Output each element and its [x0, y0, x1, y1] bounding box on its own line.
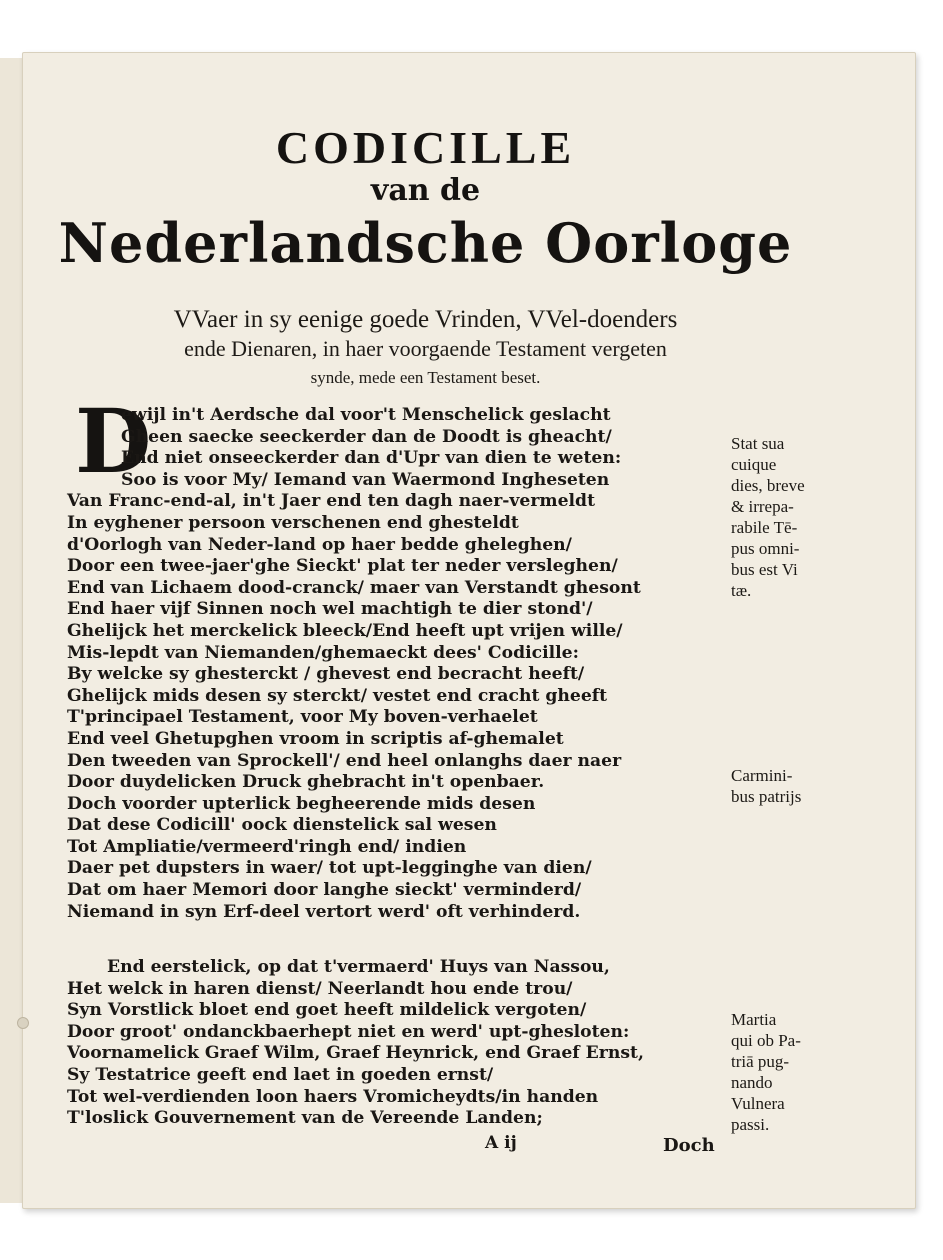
- verse-line: Ghelijck mids desen sy sterckt/ vestet end cracht gheeft: [67, 685, 608, 706]
- verse-line: Niemand in syn Erf-deel vertort werd' oft verhinderd.: [67, 901, 581, 922]
- signature-mark: A ij: [485, 1133, 517, 1153]
- note-line: tæ.: [731, 581, 752, 600]
- verse-line: Daer pet dupsters in waer/ tot upt-legginghe van dien/: [67, 858, 592, 879]
- note-line: bus est Vi: [731, 560, 798, 579]
- note-line: Martia: [731, 1010, 777, 1029]
- verse-line: Doch voorder upterlick begheerende mids desen: [67, 793, 536, 814]
- verse-line: End van Lichaem dood-cranck/ maer van Verstandt ghesont: [67, 577, 641, 598]
- note-line: nando: [731, 1073, 773, 1092]
- subtitle-block: [23, 305, 828, 392]
- verse-line: Syn Vorstlick bloet end goet heeft mildelick vergoten/: [67, 1000, 587, 1021]
- verse-line: End eerstelick, op dat t'vermaerd' Huys van Nassou,: [107, 957, 610, 977]
- subtitle-line: ende Dienaren, in haer voorgaende Testament vergeten: [184, 336, 667, 361]
- margin-note-martia: [731, 1009, 841, 1135]
- verse-line: T'principael Testament, voor My boven-verhaelet: [67, 707, 538, 728]
- title-codicille: CODICILLE: [275, 122, 576, 173]
- verse-line: ewijl in't Aerdsche dal voor't Menschelick geslacht: [121, 405, 611, 425]
- verse-line: Den tweeden van Sprockell'/ end heel onlanghs daer naer: [67, 750, 622, 771]
- note-line: pus omni-: [731, 539, 800, 558]
- title-nederlandsche-oorloge: Nederlandsche Oorloge: [58, 211, 793, 275]
- note-line: dies, breve: [731, 476, 805, 495]
- margin-note-stat-sua: [731, 433, 841, 601]
- verse-line: Van Franc-end-al, in't Jaer end ten dagh naer-vermeldt: [67, 491, 596, 512]
- verse-line: Het welck in haren dienst/ Neerlandt hou ende trou/: [67, 978, 573, 999]
- verse-line: By welcke sy ghesterckt / ghevest end becracht heeft/: [67, 664, 585, 685]
- verse-line: Soo is voor My/ Iemand van Waermond Ingheseten: [121, 469, 610, 490]
- verse-block-2: [67, 957, 727, 1130]
- note-line: cuique: [731, 455, 777, 474]
- note-line: bus patrijs: [731, 787, 802, 806]
- verse-line: Door een twee-jaer'ghe Sieckt' plat ter neder versleghen/: [67, 556, 618, 577]
- catchword: Doch: [663, 1135, 715, 1156]
- verse-line: d'Oorlogh van Neder-land op haer bedde gheleghen/: [67, 534, 572, 555]
- verse-line: Mis-lepdt van Niemanden/ghemaeckt dees' Codicille:: [67, 642, 579, 663]
- verse-line: Gheen saecke seeckerder dan de Doodt is gheacht/: [121, 426, 612, 447]
- verse-line: End haer vijf Sinnen noch wel machtigh te dier stond'/: [67, 599, 593, 620]
- note-line: Carmini-: [731, 766, 793, 785]
- book-page: [22, 52, 916, 1209]
- verse-line: Dat dese Codicill' oock dienstelick sal wesen: [67, 815, 497, 836]
- subtitle-line: synde, mede een Testament beset.: [310, 368, 541, 387]
- margin-note-carminibus: [731, 765, 841, 807]
- note-line: Vulnera: [731, 1094, 785, 1113]
- verse-line: Dat om haer Memori door langhe sieckt' verminderd/: [67, 880, 582, 901]
- verse-line: End veel Ghetupghen vroom in scriptis af-ghemalet: [67, 728, 564, 749]
- note-line: rabile Tē-: [731, 518, 798, 537]
- verse-line: Sy Testatrice geeft end laet in goeden ernst/: [67, 1064, 494, 1085]
- verse-line: In eyghener persoon verschenen end ghesteldt: [67, 512, 519, 533]
- subtitle-line: VVaer in sy eenige goede Vrinden, VVel-doenders: [173, 306, 678, 333]
- verse-line: Tot Ampliatie/vermeerd'ringh end/ indien: [67, 836, 467, 857]
- verse-line: Voornamelick Graef Wilm, Graef Heynrick, end Graef Ernst,: [67, 1043, 644, 1064]
- verse-line: Ghelijck het merckelick bleeck/End heeft upt vrijen wille/: [67, 620, 623, 641]
- verse-line: End niet onseeckerder dan d'Upr van dien te weten:: [121, 448, 622, 469]
- note-line: triā pug-: [731, 1052, 790, 1071]
- verse-line: Door duydelicken Druck ghebracht in't openbaer.: [67, 772, 545, 793]
- note-line: & irrepa-: [731, 497, 794, 516]
- verse-line: Door groot' ondanckbaerhept niet en werd' upt-ghesloten:: [67, 1021, 630, 1042]
- title-van-de: van de: [370, 173, 481, 208]
- note-line: passi.: [731, 1115, 770, 1134]
- verse-block-1: [67, 405, 727, 923]
- verse-line: Tot wel-verdienden loon haers Vromicheydts/in handen: [67, 1086, 599, 1107]
- binding-hole: [17, 1017, 29, 1029]
- verse-line: T'loslick Gouvernement van de Vereende Landen;: [67, 1108, 543, 1129]
- note-line: Stat sua: [731, 434, 785, 453]
- note-line: qui ob Pa-: [731, 1031, 801, 1050]
- drop-cap: D: [75, 389, 152, 493]
